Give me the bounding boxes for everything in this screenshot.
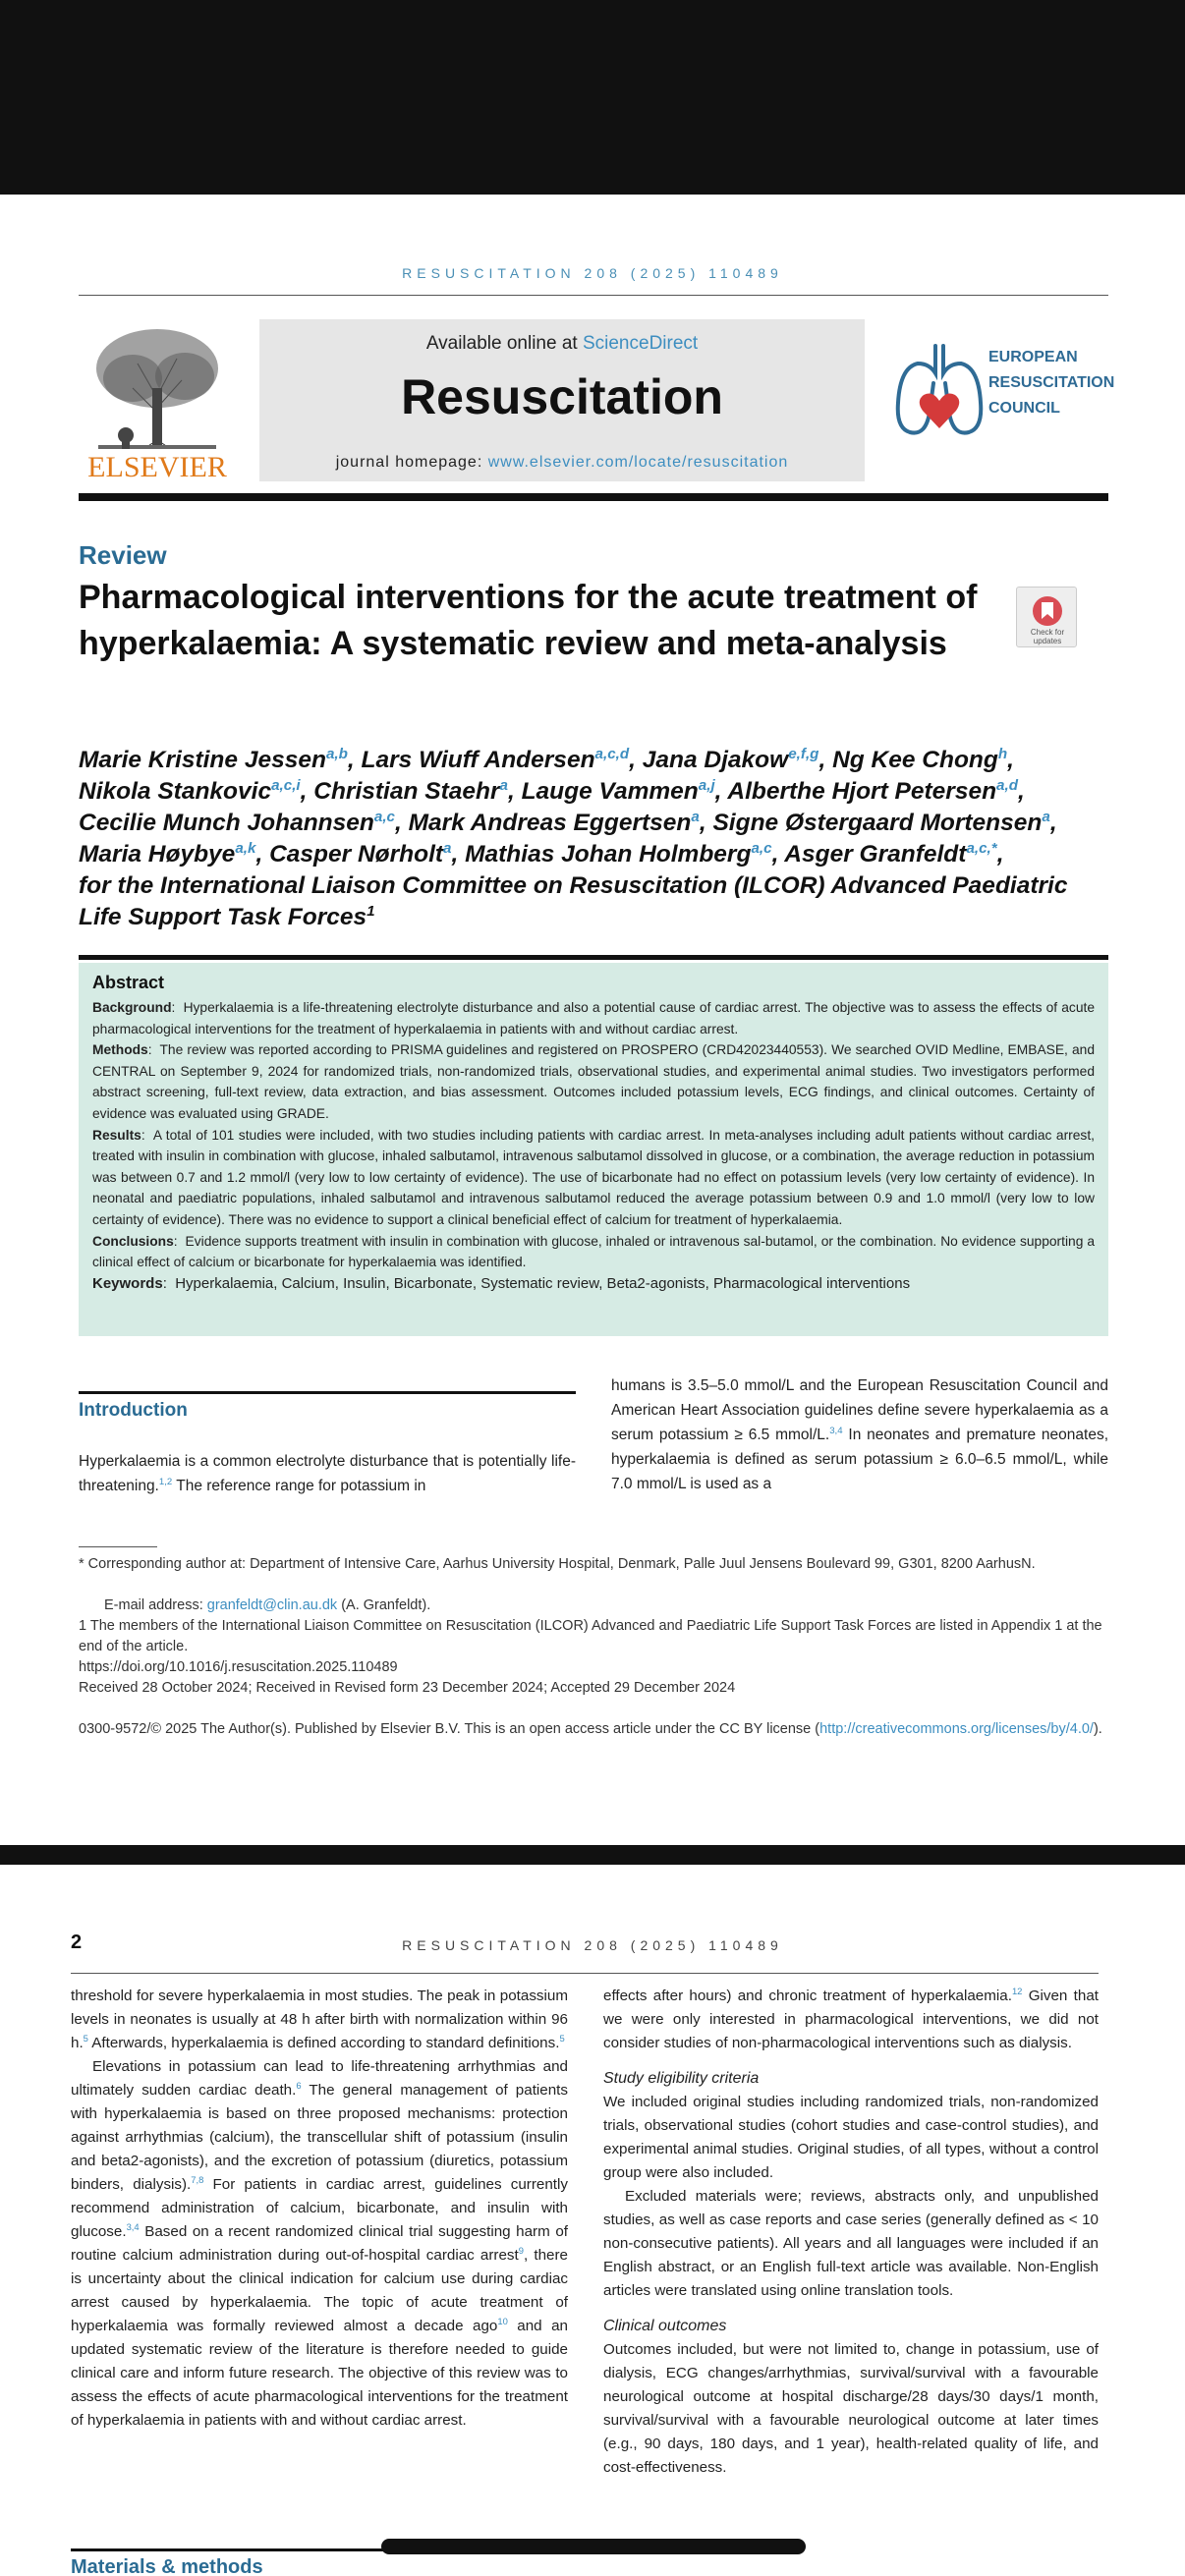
page-break-bar (0, 1845, 1185, 1865)
elsevier-wordmark: ELSEVIER (87, 451, 227, 483)
check-for-updates-button[interactable] (1016, 587, 1077, 647)
email-link[interactable]: granfeldt@clin.au.dk (206, 1597, 338, 1613)
paragraph: effects after hours) and chronic treatment of hyperkalaemia.$^{12}$ Given that we were only interested in pharmacological interventions, we did not consider studies of non-pharmacological interventions such as dialysis. (603, 1985, 1099, 2051)
abstract-conclusions: Conclusions: Evidence supports treatment with insulin in combination with glucose, inhaled or intravenous sal-butamol, or the combination. No evidence supporting a clinical effect of calcium or bicarbonate for hyperkalaemia was identified. (92, 1233, 1096, 1270)
intro-heading: Introduction (79, 1400, 188, 1421)
footnote-1: 1 The members of the International Liaison Committee on Resuscitation (ILCOR) Advanced and Paediatric Life Support Task Forces are listed in Appendix 1 at the end of the article. (79, 1618, 1102, 1654)
erc-logo-text: EUROPEAN RESUSCITATION COUNCIL (988, 349, 1115, 417)
running-head: RESUSCITATION 208 (2025) 110489 (402, 265, 783, 281)
sciencedirect-link[interactable]: ScienceDirect (582, 333, 699, 354)
doi-link[interactable]: https://doi.org/10.1016/j.resuscitation.2025.110489 (79, 1659, 398, 1675)
footnote-rule (79, 1546, 157, 1547)
svg-text:updates: updates (1033, 637, 1062, 645)
paragraph: Outcomes included, but were not limited to, change in potassium, use of dialysis, ECG changes/arrhythmias, survival/survival with a favourable neurological outcome at hospital discharge/28 days/30 days/1 month, survival/survival with a favourable neurological outcome at later times (e.g., 90 days, 180 days, and 1 year), health-related quality of life, and cost-effectiveness. (603, 2341, 1099, 2476)
top-dark-bar (0, 0, 1185, 195)
abstract-heading: Abstract (92, 973, 165, 992)
page2-left-column (71, 1985, 568, 2433)
article-type: Review (79, 540, 167, 570)
received-dates: Received 28 October 2024; Received in Revised form 23 December 2024; Accepted 29 December 2024 (79, 1680, 736, 1696)
home-indicator[interactable] (381, 2539, 806, 2554)
svg-text:Check for: Check for (1030, 628, 1065, 637)
article-title: Pharmacological interventions for the acute treatment of hyperkalaemia: A systematic review and meta-analysis (79, 579, 978, 662)
paragraph: threshold for severe hyperkalaemia in most studies. The peak in potassium levels in neonates is usually at 48 h after birth with normalization within 96 h.$^5$ Afterwards, hyperkalaemia is defined according to standard definitions.$^5$ (71, 1988, 568, 2051)
available-online: Available online at ScienceDirect (425, 333, 699, 354)
license-link[interactable]: http://creativecommons.org/licenses/by/4.0/ (819, 1721, 1094, 1737)
journal-title: Resuscitation (401, 369, 723, 424)
abstract-keywords: Keywords: Hyperkalaemia, Calcium, Insulin, Bicarbonate, Systematic review, Beta2-agonists, Pharmacological interventions (92, 1274, 911, 1292)
footnote-corresponding: * Corresponding author at: Department of Intensive Care, Aarhus University Hospital, Denmark, Palle Juul Jensens Boulevard 99, G301, 8200 AarhusN. (79, 1556, 1036, 1572)
elsevier-logo (79, 319, 236, 484)
page-number: 2 (71, 1932, 83, 1953)
author-list: Marie Kristine Jessen$^{a,b}$, Lars Wiuff Andersen$^{a,c,d}$, Jana Djakow$^{e,f,g}$, Ng Kee Chong$^h$, Nikola Stankovic$^{a,c,i}$, Christian Staehr$^a$, Lauge Vammen$^{a,j}$, Alberthe Hjort Petersen$^{a,d}$, Cecilie Munch Johannsen$^{a,c}$, Mark Andreas Eggertsen$^a$, Signe Østergaard Mortensen$^a$, Maria Høybye$^{a,k}$, Casper Nørholt$^a$, Mathias Johan Holmberg$^{a,c}$, Asger Granfeldt$^{a,c,*}$, for the International Liaison Committee on Resuscitation (ILCOR) Advanced Paediatric Life Support Task Forces$^1$ (79, 745, 1068, 930)
intro-left-column: Hyperkalaemia is a common electrolyte disturbance that is potentially life-threatening.$^{1,2}$ The reference range for potassium in (79, 1453, 576, 1494)
journal-homepage: journal homepage: www.elsevier.com/locate/resuscitation (335, 454, 789, 471)
abstract-methods: Methods: The review was reported according to PRISMA guidelines and registered on PROSPERO (CRD42023440553). We searched OVID Medline, EMBASE, and CENTRAL on September 9, 2024 for randomized trials, non-randomized trials, observational studies, and experimental animal studies. Two investigators performed abstract screening, full-text review, data extraction, and bias assessment. Outcomes included potassium levels, ECG findings, and clinical outcomes. Certainty of evidence was evaluated using GRADE. (92, 1042, 1095, 1121)
subheading-outcomes: Clinical outcomes (603, 2318, 727, 2334)
paragraph: Excluded materials were; reviews, abstracts only, and unpublished studies, as well as case reports and case series (generally defined as < 10 non-consecutive patients). All years and all languages were included if an English abstract, or an English full-text article was available. Non-English articles were translated using online translation tools. (603, 2188, 1099, 2299)
header-rule (79, 295, 1108, 296)
paragraph: Elevations in potassium can lead to life-threatening arrhythmias and ultimately sudden cardiac death.$^6$ The general management of patients with hyperkalaemia is based on three proposed mechanisms: protection against arrhythmias (calcium), the transcellular shift of potassium (insulin and beta2-agonists), and the excretion of potassium (diuretics, potassium binders, dialysis).$^{7,8}$ For patients in cardiac arrest, guidelines currently recommend administration of calcium, bicarbonate, and insulin with glucose.$^{3,4}$ Based on a recent randomized clinical trial suggesting harm of routine calcium administration during out-of-hospital cardiac arrest$^9$, there is uncertainty about the clinical indication for calcium use during cardiac arrest caused by hyperkalaemia. The topic of acute treatment of hyperkalaemia was formally reviewed almost a decade ago$^{10}$ and an updated systematic review of the literature is therefore needed to guide clinical care and inform future research. The objective of this review was to assess the effects of acute pharmacological interventions for the treatment of hyperkalaemia in patients with and without cardiac arrest. (71, 2058, 568, 2429)
intro-right-column: humans is 3.5–5.0 mmol/L and the European Resuscitation Council and American Heart Association guidelines define severe hyperkalaemia as a serum potassium ≥ 6.5 mmol/L.$^{3,4}$ In neonates and premature neonates, hyperkalaemia is defined as serum potassium ≥ 6.0–6.5 mmol/L, while 7.0 mmol/L is used as a (611, 1377, 1109, 1492)
page2-right-column (603, 1985, 1099, 2480)
homepage-link[interactable]: www.elsevier.com/locate/resuscitation (487, 454, 789, 471)
methods-heading: Materials & methods (71, 2556, 263, 2576)
journal-header-box (259, 319, 865, 481)
footnote-email: E-mail address: granfeldt@clin.au.dk (A. Granfeldt). (104, 1597, 431, 1613)
subheading-eligibility: Study eligibility criteria (603, 2070, 760, 2087)
header-thick-rule (79, 493, 1108, 501)
abstract-background: Background: Hyperkalaemia is a life-threatening electrolyte disturbance and also a potential cause of cardiac arrest. The objective was to assess the effects of acute pharmacological interventions for the treatment of hyperkalaemia in patients with and without cardiac arrest. (92, 1000, 1095, 1036)
copyright: 0300-9572/© 2025 The Author(s). Published by Elsevier B.V. This is an open access article under the CC BY license (http://creativecommons.org/licenses/by/4.0/). (79, 1721, 1102, 1737)
intro-rule (79, 1391, 576, 1394)
abstract-top-rule (79, 955, 1108, 960)
running-head-page2: RESUSCITATION 208 (2025) 110489 (402, 1937, 783, 1953)
page2-header-rule (71, 1973, 1099, 1974)
paragraph: We included original studies including randomized trials, non-randomized trials, observational studies (cohort studies and case-control studies), and experimental animal studies. Original studies, of all types, without a control group were also included. (603, 2094, 1099, 2181)
abstract-box (79, 963, 1108, 1336)
abstract-results: Results: A total of 101 studies were included, with two studies including patients with cardiac arrest. In meta-analyses including adult patients without cardiac arrest, treated with insulin in combination with glucose, inhaled salbutamol, intravenous salbutamol dissolved in glucose, or a combination, the average reduction in potassium was between 0.7 and 1.2 mmol/l (very low to low certainty of evidence). The use of bicarbonate had no effect on potassium levels (very low certainty of evidence). In neonatal and paediatric populations, inhaled salbutamol and intravenous salbutamol reduced the average potassium between 0.9 and 1.0 mmol/l (very low to low certainty of evidence). There was no evidence to support a clinical beneficial effect of calcium for treatment of hyperkalaemia. (92, 1127, 1095, 1227)
group-author: for the International Liaison Committee on Resuscitation (ILCOR) Advanced Paediatric Life Support Task Forces (79, 872, 1068, 930)
